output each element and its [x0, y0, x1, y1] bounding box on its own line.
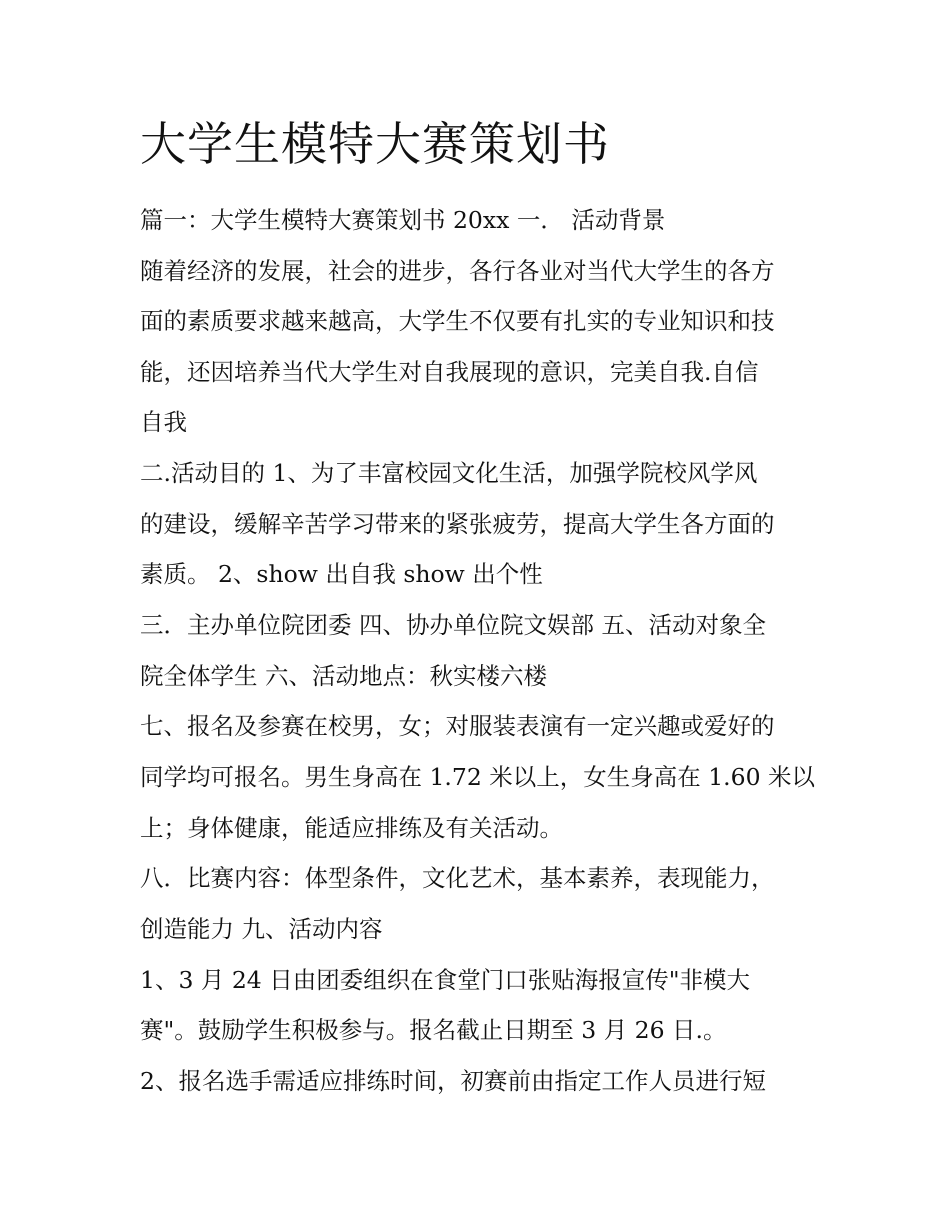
paragraph-line: 赛"。鼓励学生积极参与。报名截止日期至 3 月 26 日.。 — [140, 1016, 727, 1044]
paragraph-line: 同学均可报名。男生身高在 1.72 米以上，女生身高在 1.60 米以 — [140, 763, 816, 791]
paragraph-line: 创造能力 九、活动内容 — [140, 915, 383, 943]
paragraph-line: 素质。 2、show 出自我 show 出个性 — [140, 560, 543, 588]
document-title: 大学生模特大赛策划书 — [140, 117, 610, 171]
paragraph-line: 篇一：大学生模特大赛策划书 20xx 一． 活动背景 — [140, 206, 666, 234]
paragraph-line: 院全体学生 六、活动地点：秋实楼六楼 — [140, 662, 547, 690]
paragraph-line: 1、3 月 24 日由团委组织在食堂门口张贴海报宣传"非模大 — [140, 966, 751, 994]
paragraph-line: 八．比赛内容：体型条件，文化艺术，基本素养，表现能力， — [140, 864, 775, 892]
paragraph-line: 面的素质要求越来越高，大学生不仅要有扎实的专业知识和技 — [140, 307, 775, 335]
paragraph-line: 上；身体健康，能适应排练及有关活动。 — [140, 814, 563, 842]
paragraph-line: 2、报名选手需适应排练时间，初赛前由指定工作人员进行短 — [140, 1067, 766, 1095]
paragraph-line: 的建设，缓解辛苦学习带来的紧张疲劳，提高大学生各方面的 — [140, 510, 775, 538]
paragraph-line: 七、报名及参赛在校男，女；对服装表演有一定兴趣或爱好的 — [140, 712, 775, 740]
paragraph-line: 二.活动目的 1、为了丰富校园文化生活，加强学院校风学风 — [140, 459, 758, 487]
paragraph-line: 能，还因培养当代大学生对自我展现的意识，完美自我.自信 — [140, 358, 759, 386]
paragraph-line: 随着经济的发展，社会的进步，各行各业对当代大学生的各方 — [140, 257, 775, 285]
paragraph-line: 三．主办单位院团委 四、协办单位院文娱部 五、活动对象全 — [140, 611, 766, 639]
paragraph-line: 自我 — [140, 408, 187, 436]
